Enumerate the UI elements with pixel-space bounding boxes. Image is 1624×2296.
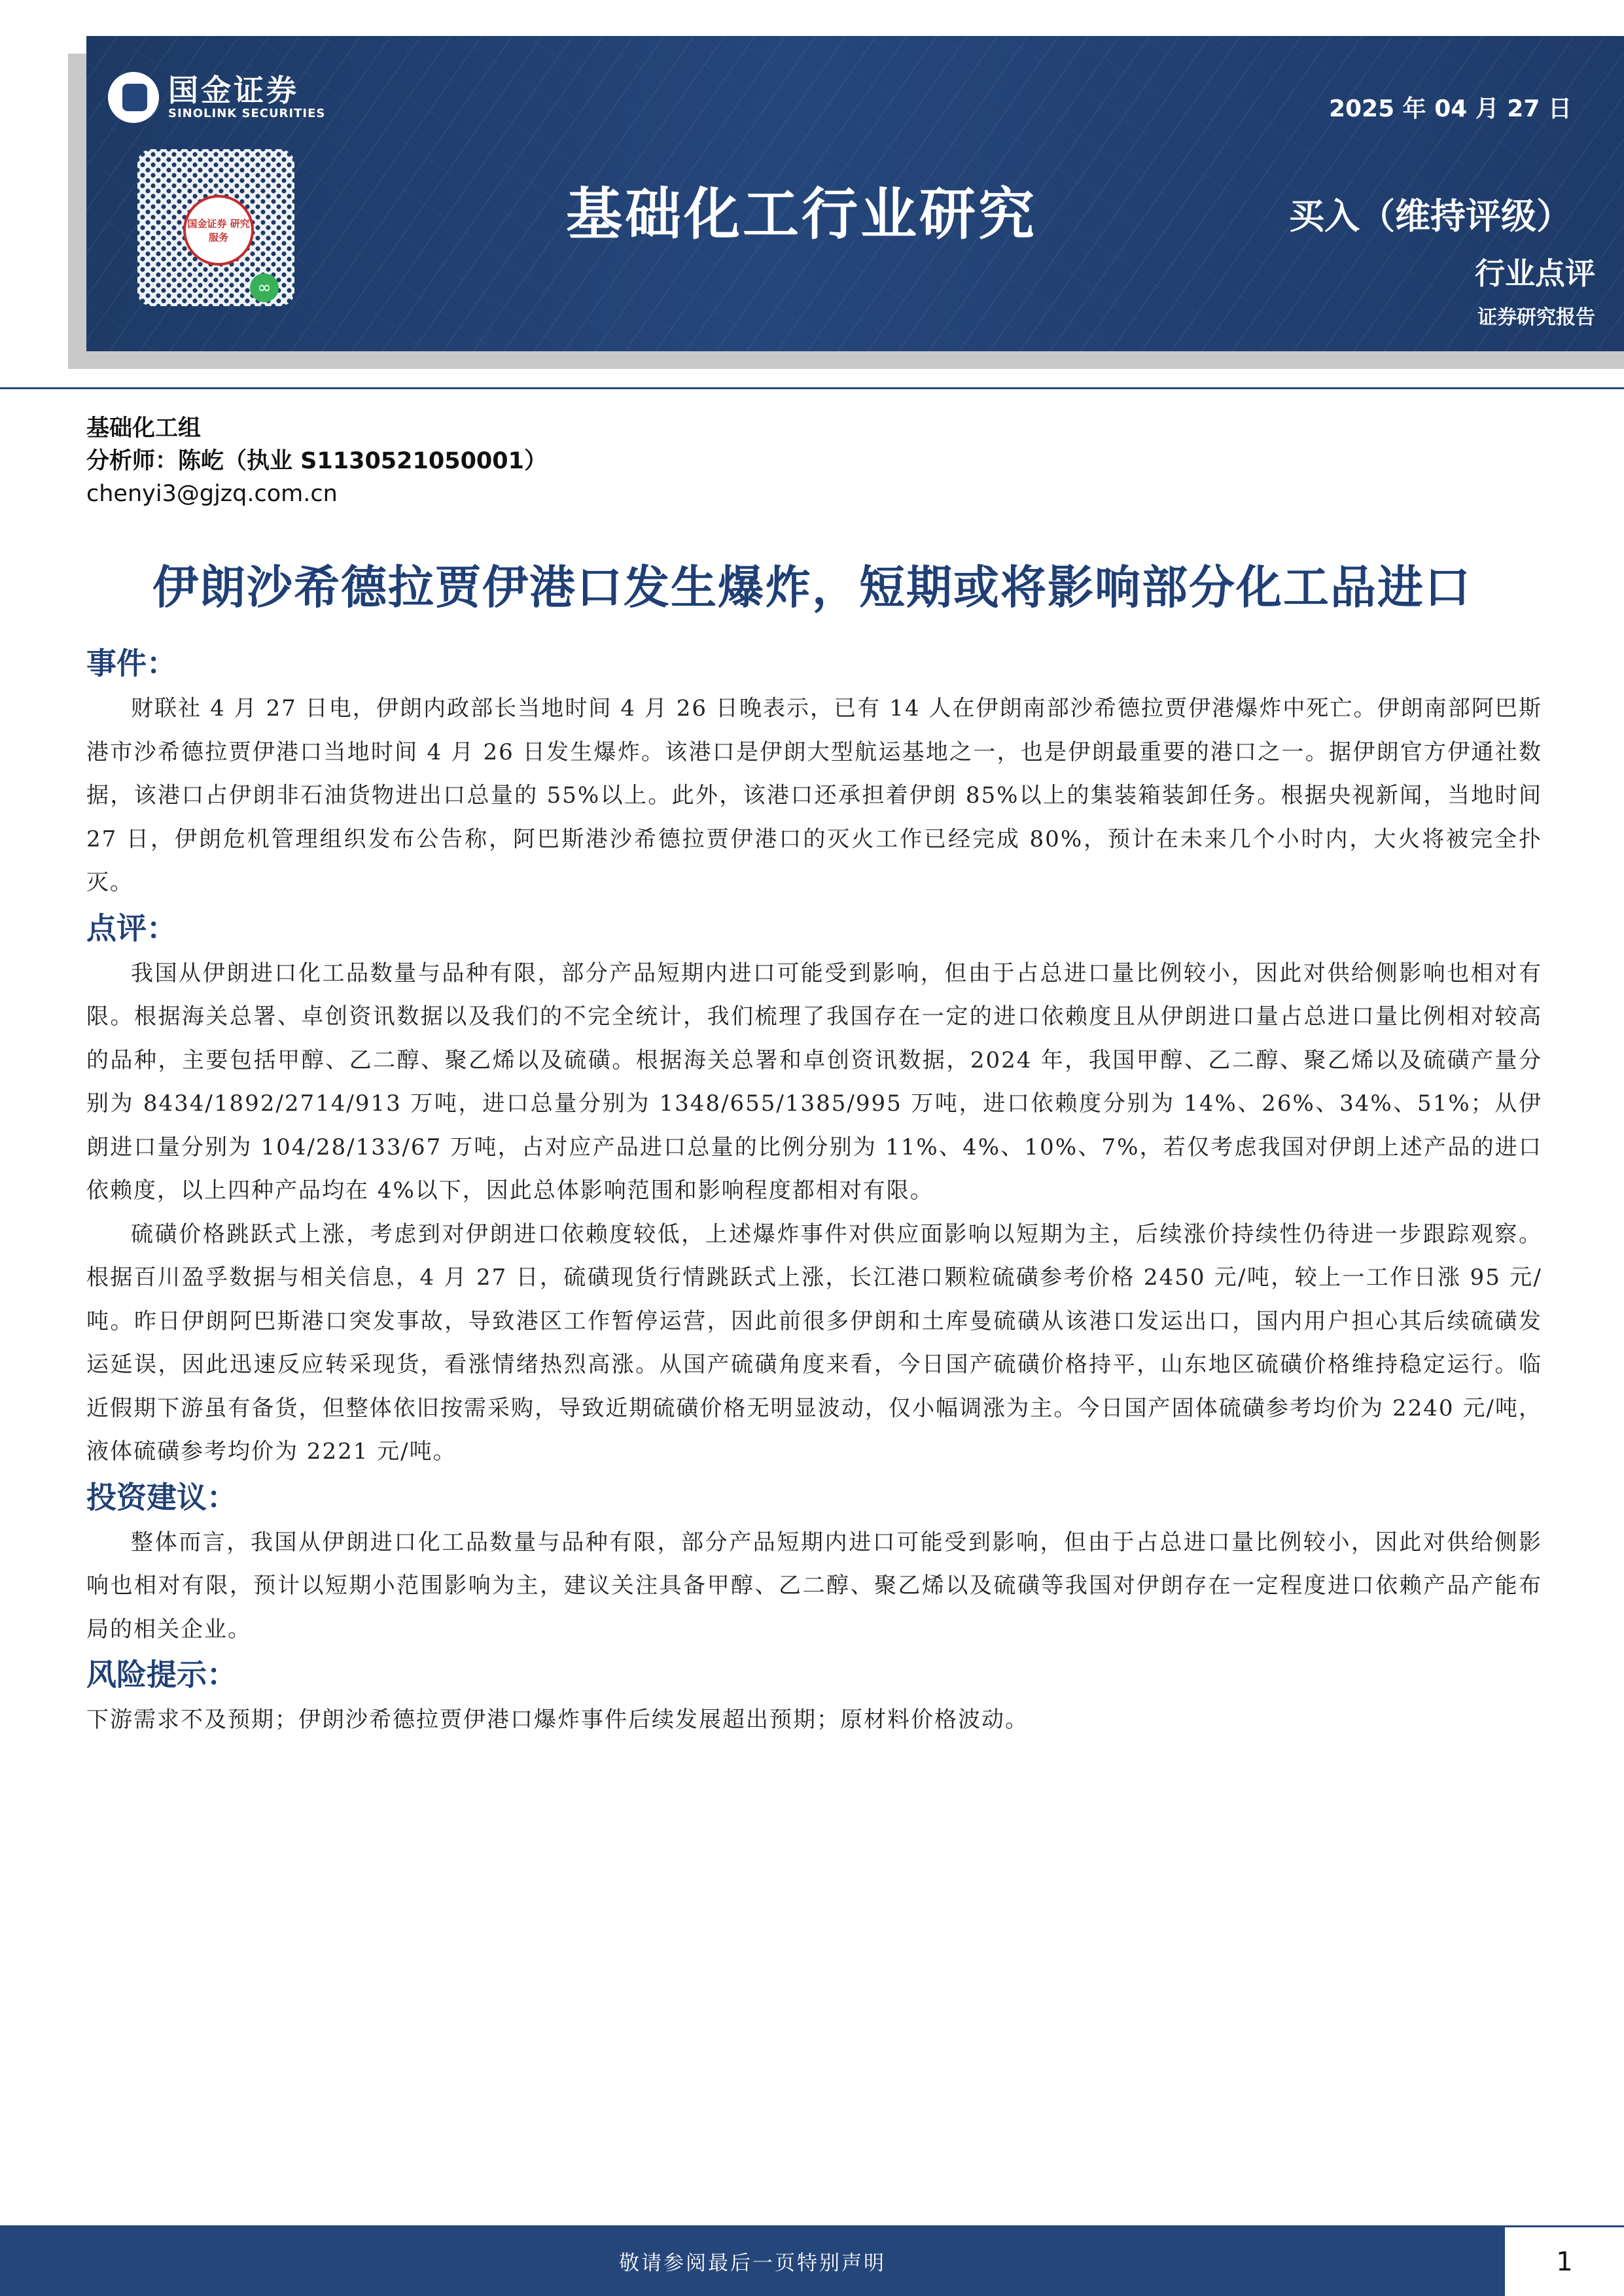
analyst-name: 分析师：陈屹（执业 S1130521050001）	[86, 448, 547, 474]
qr-center-badge: 国金证券 研究服务	[183, 195, 254, 266]
logo-icon	[108, 72, 159, 123]
comment-paragraph-2: 硫磺价格跳跃式上涨，考虑到对伊朗进口依赖度较低，上述爆炸事件对供应面影响以短期为主，后续涨价持续性仍待进一步跟踪观察。根据百川盈孚数据与相关信息，4 月 27 日，硫磺现货行情跳跃式上涨，长江港口颗粒硫磺参考价格 2450 元/吨，较上一工作日涨 95 元/吨。昨日伊朗阿巴斯港口突发事故，导致港区工作暂停运营，因此前很多伊朗和土库曼硫磺从该港口发运出口，国内用户担心其后续硫磺发运延误，因此迅速反应转采现货，看涨情绪热烈高涨。从国产硫磺角度来看，今日国产硫磺价格持平，山东地区硫磺价格维持稳定运行。临近假期下游虽有备货，但整体依旧按需采购，导致近期硫磺价格无明显波动，仅小幅调涨为主。今日国产固体硫磺参考均价为 2240 元/吨，液体硫磺参考均价为 2221 元/吨。	[86, 1221, 1542, 1465]
qr-code[interactable]	[137, 149, 294, 324]
report-date: 2025 年 04 月 27 日	[1328, 96, 1572, 122]
analyst-email[interactable]: chenyi3@gjzq.com.cn	[86, 481, 338, 507]
mini-program-icon: ∞	[250, 273, 279, 302]
analyst-info	[86, 412, 547, 510]
analyst-group: 基础化工组	[86, 415, 202, 442]
rating: 买入（维持评级）	[1289, 196, 1572, 237]
report-title: 伊朗沙希德拉贾伊港口发生爆炸，短期或将影响部分化工品进口	[152, 561, 1472, 614]
company-logo	[108, 72, 325, 123]
header-divider	[0, 387, 1624, 389]
page-number: 1	[1505, 2225, 1624, 2296]
section-heading-comment: 点评：	[86, 910, 177, 946]
section-heading-risk: 风险提示：	[86, 1657, 237, 1692]
logo-name-en: SINOLINK SECURITIES	[168, 107, 326, 120]
investment-paragraph: 整体而言，我国从伊朗进口化工品数量与品种有限，部分产品短期内进口可能受到影响，但由于占总进口量比例较小，因此对供给侧影响也相对有限，预计以短期小范围影响为主，建议关注具备甲醇、乙二醇、聚乙烯以及硫磺等我国对伊朗存在一定程度进口依赖产品产能布局的相关企业。	[86, 1529, 1542, 1643]
section-heading-event: 事件：	[86, 646, 177, 681]
event-paragraph: 财联社 4 月 27 日电，伊朗内政部长当地时间 4 月 26 日晚表示，已有 14 人在伊朗南部沙希德拉贾伊港爆炸中死亡。伊朗南部阿巴斯港市沙希德拉贾伊港口当地时间 4 月 26 日发生爆炸。该港口是伊朗大型航运基地之一，也是伊朗最重要的港口之一。据伊朗官方伊通社数据，该港口占伊朗非石油货物进出口总量的 55%以上。此外，该港口还承担着伊朗 85%以上的集装箱装卸任务。根据央视新闻，当地时间 27 日，伊朗危机管理组织发布公告称，阿巴斯港沙希德拉贾伊港口的灭火工作已经完成 80%，预计在未来几个小时内，大火将被完全扑灭。	[86, 695, 1542, 896]
report-type: 行业点评	[1475, 256, 1595, 291]
logo-name-cn: 国金证券	[168, 73, 299, 108]
section-heading-investment: 投资建议：	[86, 1479, 237, 1515]
report-category: 基础化工行业研究	[566, 182, 1037, 247]
risk-paragraph: 下游需求不及预期；伊朗沙希德拉贾伊港口爆炸事件后续发展超出预期；原材料价格波动。	[86, 1707, 1029, 1733]
report-subtype: 证券研究报告	[1477, 306, 1595, 329]
footer-disclaimer: 敬请参阅最后一页特别声明	[0, 2225, 1505, 2296]
comment-paragraph-1: 我国从伊朗进口化工品数量与品种有限，部分产品短期内进口可能受到影响，但由于占总进口量比例较小，因此对供给侧影响也相对有限。根据海关总署、卓创资讯数据以及我们的不完全统计，我们梳理了我国存在一定的进口依赖度且从伊朗进口量占总进口量比例相对较高的品种，主要包括甲醇、乙二醇、聚乙烯以及硫磺。根据海关总署和卓创资讯数据，2024 年，我国甲醇、乙二醇、聚乙烯以及硫磺产量分别为 8434/1892/2714/913 万吨，进口总量分别为 1348/655/1385/995 万吨，进口依赖度分别为 14%、26%、34%、51%；从伊朗进口量分别为 104/28/133/67 万吨，占对应产品进口总量的比例分别为 11%、4%、10%、7%，若仅考虑我国对伊朗上述产品的进口依赖度，以上四种产品均在 4%以下，因此总体影响范围和影响程度都相对有限。	[86, 960, 1542, 1204]
report-body	[86, 640, 1542, 1742]
